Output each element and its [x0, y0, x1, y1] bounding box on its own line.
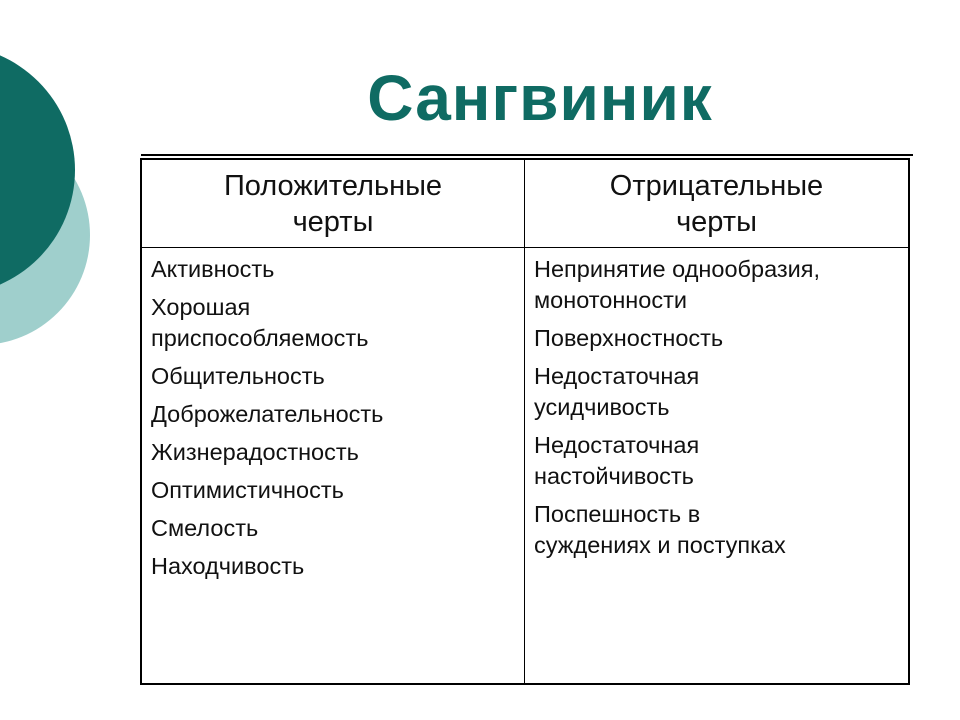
negative-trait-haste — [534, 499, 900, 561]
traits-table — [140, 158, 910, 685]
trait-line: Поверхностность — [534, 325, 724, 351]
decorative-circles — [0, 0, 160, 400]
trait-line: Находчивость — [151, 553, 305, 579]
negative-traits-list — [525, 248, 908, 683]
trait-line: Оптимистичность — [151, 477, 344, 503]
trait-line: усидчивость — [534, 394, 670, 420]
trait-line: Хорошая — [151, 294, 251, 320]
positive-trait-activity — [151, 254, 516, 285]
positive-trait-adaptability — [151, 292, 516, 354]
trait-line: Поспешность в — [534, 501, 701, 527]
header-positive-line-2: черты — [292, 206, 374, 238]
positive-trait-friendliness — [151, 399, 516, 430]
positive-trait-cheerfulness — [151, 437, 516, 468]
trait-line: Недостаточная — [534, 432, 700, 458]
trait-line: Смелость — [151, 515, 259, 541]
positive-traits-list — [142, 248, 525, 683]
positive-trait-optimism — [151, 475, 516, 506]
trait-line: суждениях и поступках — [534, 532, 786, 558]
negative-trait-monotony — [534, 254, 900, 316]
trait-line: Непринятие однообразия, — [534, 256, 821, 282]
header-positive — [142, 160, 525, 248]
header-negative-line-2: черты — [676, 206, 757, 238]
trait-line: Активность — [151, 256, 275, 282]
trait-line: Недостаточная — [534, 363, 700, 389]
header-negative — [525, 160, 908, 248]
trait-line: Доброжелательность — [151, 401, 384, 427]
slide-title: Сангвиник — [367, 62, 713, 134]
positive-trait-sociability — [151, 361, 516, 392]
trait-line: настойчивость — [534, 463, 694, 489]
trait-line: приспособляемость — [151, 325, 369, 351]
positive-trait-resourcefulness — [151, 551, 516, 582]
trait-line: Общительность — [151, 363, 325, 389]
negative-trait-diligence — [534, 361, 900, 423]
trait-line: монотонности — [534, 287, 687, 313]
negative-trait-superficiality — [534, 323, 900, 354]
positive-trait-courage — [151, 513, 516, 544]
trait-line: Жизнерадостность — [151, 439, 359, 465]
negative-trait-persistence — [534, 430, 900, 492]
header-negative-line-1: Отрицательные — [609, 170, 824, 202]
header-positive-line-1: Положительные — [223, 170, 443, 202]
top-rule — [141, 154, 913, 156]
